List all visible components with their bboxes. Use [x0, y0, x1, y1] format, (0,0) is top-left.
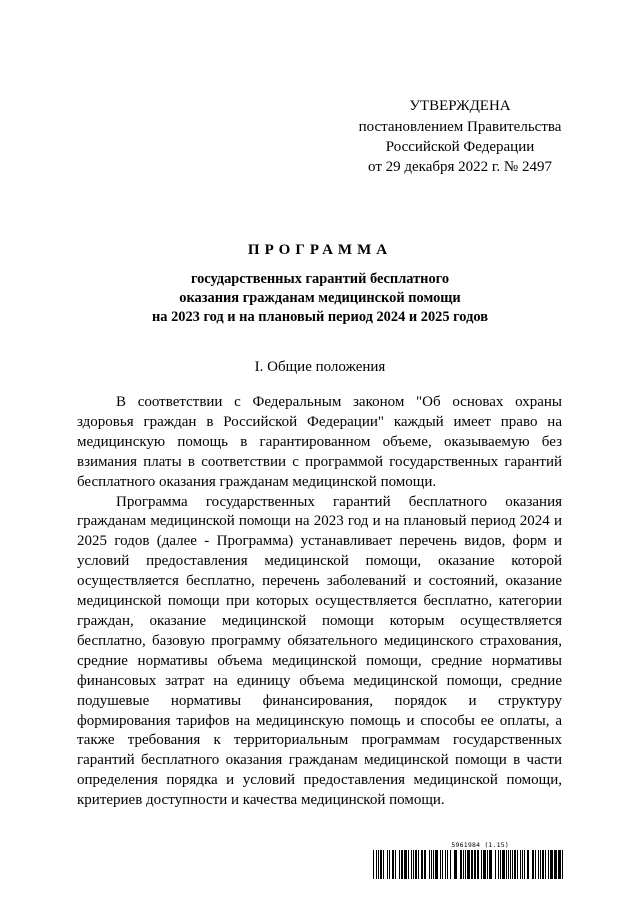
- subtitle-line-2: оказания гражданам медицинской помощи: [179, 290, 461, 306]
- title-block: [60, 240, 580, 327]
- approval-line-2: Российской Федерации: [385, 139, 535, 155]
- paragraph-2: Программа государственных гарантий бесплатного оказания гражданам медицинской помощи на 2023 год и на плановый период 2024 и 2025 годов (далее - Программа) устанавливает перечень видов, форм и условий предоставления медицинской помощи, оказание которой осуществляется бесплатно, перечень заболеваний и состояний, оказание медицинской помощи при которых осуществляется бесплатно, категории граждан, оказание медицинской помощи которым осуществляется бесплатно, базовую программу обязательного медицинского страхования, средние нормативы объема медицинской помощи, средние нормативы финансовых затрат на единицу объема медицинской помощи, средние подушевые нормативы финансирования, порядок и структуру формирования тарифов на медицинскую помощь и способы ее оплаты, а также требования к территориальным программам государственных гарантий бесплатного оказания гражданам медицинской помощи в части определения порядка и условий предоставления медицинской помощи, критериев доступности и качества медицинской помощи.: [77, 493, 562, 809]
- barcode-area: [373, 841, 563, 879]
- paragraph-1: В соответствии с Федеральным законом "Об основах охраны здоровья граждан в Российской Федерации" каждый имеет право на медицинскую помощь в гарантированном объеме, оказываемую без взимания платы в соответствии с программой государственных гарантий бесплатного оказания гражданам медицинской помощи.: [77, 394, 562, 490]
- subtitle-line-3: на 2023 год и на плановый период 2024 и 2025 годов: [152, 309, 488, 325]
- approval-stamp: [330, 96, 590, 177]
- section-heading: I. Общие положения: [254, 359, 386, 375]
- approval-heading: УТВЕРЖДЕНА: [409, 98, 511, 114]
- subtitle-line-1: государственных гарантий бесплатного: [190, 271, 450, 287]
- approval-line-1: постановлением Правительства: [358, 119, 562, 135]
- document-type: ПРОГРАММА: [247, 242, 393, 258]
- body-text: [77, 393, 562, 811]
- approval-line-3: от 29 декабря 2022 г. № 2497: [368, 159, 552, 175]
- barcode-id: 5961984 (1.15): [451, 841, 509, 849]
- barcode: [373, 850, 563, 879]
